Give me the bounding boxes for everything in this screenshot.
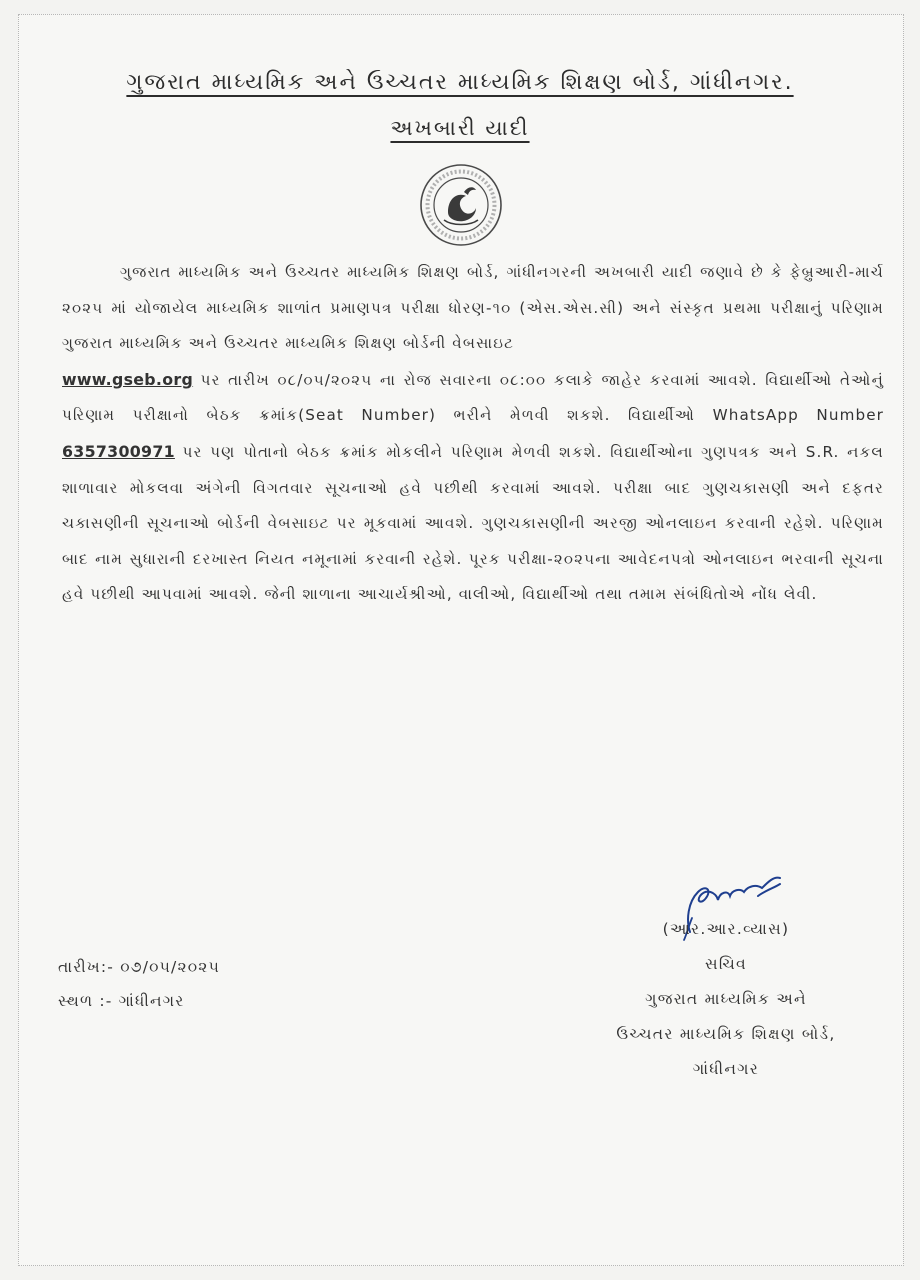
issue-place: સ્થળ :- ગાંધીનગર <box>58 992 185 1010</box>
board-seal-icon <box>418 162 504 248</box>
website-link[interactable]: www.gseb.org <box>62 369 194 389</box>
whatsapp-number: 6357300971 <box>62 441 175 461</box>
signatory-org-line-2: ઉચ્ચતર માધ્યમિક શિક્ષણ બોર્ડ, <box>616 1025 836 1043</box>
body-paragraph-part-2: પર તારીખ ૦૮/૦૫/૨૦૨૫ ના રોજ સવારના ૦૮:૦૦ કલાકે જાહેર કરવામાં આવશે. વિદ્યાર્થીઓ તેઓનું પરિણામ પરીક્ષાનો બેઠક ક્રમાંક(Seat Number) ભરીને મેળવી શકશે. વિદ્યાર્થીઓ WhatsApp Number <box>62 370 884 425</box>
issue-date: તારીખ:- ૦૭/૦૫/૨૦૨૫ <box>58 958 220 976</box>
signatory-name: (આર.આર.વ્યાસ) <box>662 920 790 938</box>
date-place-block <box>58 950 220 1018</box>
signatory-block <box>590 912 862 1087</box>
body-paragraph-part-3: પર પણ પોતાનો બેઠક ક્રમાંક મોકલીને પરિણામ મેળવી શકશે. વિદ્યાર્થીઓના ગુણપત્રક અને S.R. નકલ શાળાવાર મોકલવા અંગેની વિગતવાર સૂચનાઓ હવે પછીથી કરવામાં આવશે. પરીક્ષા બાદ ગુણચકાસણી અને દફતર ચકાસણીની સૂચનાઓ બોર્ડની વેબસાઇટ પર મૂકવામાં આવશે. ગુણચકાસણીની અરજી ઓનલાઇન કરવાની રહેશે. પરિણામ બાદ નામ સુધારાની દરખાસ્ત નિયત નમૂનામાં કરવાની રહેશે. પૂરક પરીક્ષા-૨૦૨૫ના આવેદનપત્રો ઓનલાઇન ભરવાની સૂચના હવે પછીથી આપવામાં આવશે. જેની શાળાના આચાર્યશ્રીઓ, વાલીઓ, વિદ્યાર્થીઓ તથા તમામ સંબંધિતોએ નોંધ લેવી. <box>62 442 884 604</box>
signatory-org-line-1: ગુજરાત માધ્યમિક અને <box>645 990 807 1008</box>
signatory-designation: સચિવ <box>704 955 747 973</box>
board-title: ગુજરાત માધ્યમિક અને ઉચ્ચતર માધ્યમિક શિક્ષણ બોર્ડ, ગાંધીનગર. <box>126 70 794 95</box>
press-note-body <box>62 255 884 613</box>
press-note-heading: અખબારી યાદી <box>390 116 530 140</box>
signatory-org-line-3: ગાંધીનગર <box>692 1060 760 1078</box>
body-paragraph-part-1: ગુજરાત માધ્યમિક અને ઉચ્ચતર માધ્યમિક શિક્ષણ બોર્ડ, ગાંધીનગરની અખબારી યાદી જણાવે છે કે ફેબ્રુઆરી-માર્ચ ૨૦૨૫ માં યોજાયેલ માધ્યમિક શાળાંત પ્રમાણપત્ર પરીક્ષા ધોરણ-૧૦ (એસ.એસ.સી) અને સંસ્કૃત પ્રથમા પરીક્ષાનું પરિણામ ગુજરાત માધ્યમિક અને ઉચ્ચતર માધ્યમિક શિક્ષણ બોર્ડની વેબસાઇટ <box>62 263 884 353</box>
